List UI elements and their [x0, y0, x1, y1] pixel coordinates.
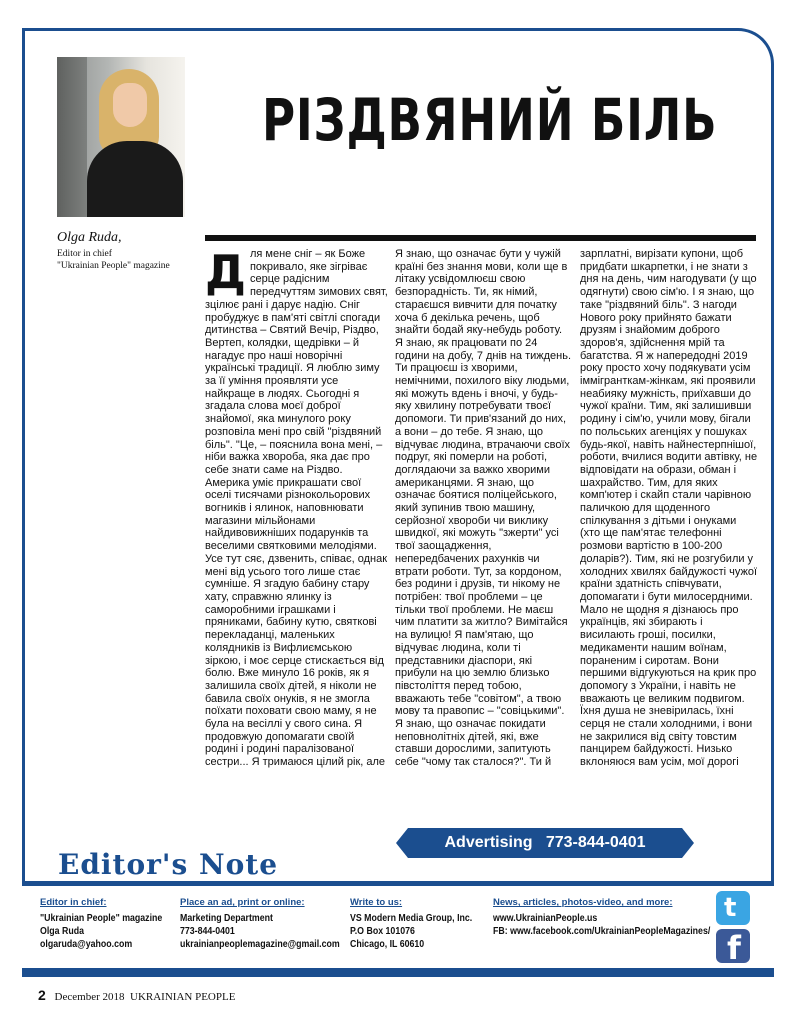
author-name: Olga Ruda,: [57, 230, 122, 245]
footer-write-city: Chicago, IL 60610: [350, 939, 425, 950]
footer-news-facebook[interactable]: FB: www.facebook.com/UkrainianPeopleMagazines/: [493, 926, 711, 937]
facebook-icon[interactable]: f: [716, 929, 750, 963]
article-text-1: ля мене сніг – як Боже покривало, яке зігріває серце радісним передчуттям зимових свят, зцілює рані і дарує надію. Сніг пробуджує в пам'яті світлі спогади дитинства – Святий Вечір, Різдво, Вертеп, колядки, щедрівки – й нагадує про наші новорічні українські традиції. Я люблю зиму за її уміння проявляти усе найкраще в людях. Сьогодні я згадала слова моєї доброї знайомої, яка минулого року розповіла мені про свій "різдвяний біль". "Це, – пояснила вона мені, – ніби важка хвороба, яка дає про себе знати саме на Різдво. Америка уміє прикрашати свої оселі тисячами різнокольорових вогників і ялинок, наповнювати магазини мільйонами найдивовижніших подарунків та веселими святковими мелодіями. Усе тут сяє, дзвенить, співає, однак мені від усього того лише стає сумніше. Я згадую бабину стару хату, справжню ялинку із саморобними іграшками і пряниками, бабину кутю, святкові перекладанці, маленьких колядників із Вифлиємською зіркою, і моє серце стискається від болю. Вже минуло 16 років, як я залишила своїх дітей, я ніколи не бавила своїх онуків, я не змогла поїхати поховати свою маму, я не була на весіллі у свого сина. Я продовжую допомагати своїй родині і родині паралізованої сестри... Я тримаюся цілий рік, але: [205, 248, 388, 768]
twitter-icon[interactable]: t: [716, 891, 750, 925]
footer-ads-email[interactable]: ukrainianpeoplemagazine@gmail.com: [180, 939, 340, 950]
footer-news: [493, 896, 740, 938]
footer-news-website[interactable]: www.UkrainianPeople.us: [493, 913, 598, 924]
footer-news-head: News, articles, photos-video, and more:: [493, 897, 673, 908]
page-footer: [38, 987, 235, 1003]
footer-write-box: P.O Box 101076: [350, 926, 415, 937]
article-text-3: зарплатні, вирізати купони, щоб придбати шкарпетки, і не знати з дня на день, чим нагодувати (у що одягнути) свою сім'ю. І я знаю, що таке "різдвяний біль". З нагоди Нового року прийнято бажати друзям і знайомим доброго здоров'я, здійснення мрій та багатства. Я ж напередодні 2019 року просто хочу подякувати усім іммігранткам-жінкам, які проявили неабияку мужність, приїхавши до чужої країни. Тим, які залишивши родину і сім'ю, учили мову, бігали по польських агенціях у пошуках будь-якої, навіть найнестерпнішої, роботи, вчилися водити автівку, не відповідати на образи, обман і шахрайство. Тим, для яких комп'ютер і скайп стали чарівною паличкою для щоденного спілкування з дітьми і онуками (хто ще пам'ятає телефонні розмови вартістю в 100-200 доларів?). Тим, які не розгубили у холодних хвилях байдужості чужої країни здатність співчувати, допомагати і бути милосердними. Мало не щодня я дізнаюсь про українців, які збирають і висилають гроші, посилки, медикаменти нашим воїнам, пораненим і сиротам. Вони першими відгукуються на крик про допомогу з України, і навіть не вважають це великим подвигом. Їхня душа не зневірилась, їхні серця не стали холодними, і вони не закрилися від світу товстим панцирем байдужості. Низько вклоняюся вам усім, мої дорогі: [580, 248, 758, 768]
advertising-phone: 773-844-0401: [545, 834, 646, 851]
footer-write-company: VS Modern Media Group, Inc.: [350, 913, 473, 924]
bottom-bar: [22, 968, 774, 977]
article-column-2: [395, 248, 573, 768]
article-column-1: [205, 248, 389, 768]
footer-editor-head: Editor in chief:: [40, 897, 107, 908]
frame-divider: [22, 881, 774, 886]
author-photo: [57, 57, 185, 217]
author-role: Editor in chief: [57, 249, 112, 259]
title-rule: [205, 235, 756, 241]
editors-note-heading: Editor's Note: [58, 848, 279, 881]
footer-editor-name: Olga Ruda: [40, 926, 85, 937]
footer-editor: [40, 896, 179, 951]
article-title: РІЗДВЯНИЙ БІЛЬ: [262, 86, 718, 154]
author-caption: [57, 248, 197, 272]
footer-write: [350, 896, 489, 951]
footer-ads-head: Place an ad, print or online:: [180, 897, 305, 908]
magazine-name: UKRAINIAN PEOPLE: [130, 991, 236, 1003]
advertising-label: Advertising: [444, 834, 533, 851]
footer-editor-magazine: "Ukrainian People" magazine: [40, 913, 163, 924]
footer-editor-email[interactable]: olgaruda@yahoo.com: [40, 939, 133, 950]
advertising-banner[interactable]: [408, 828, 682, 858]
footer-write-head: Write to us:: [350, 897, 403, 908]
author-magazine: "Ukrainian People" magazine: [57, 261, 170, 271]
page-number: 2: [38, 987, 46, 1003]
drop-cap: Д: [205, 248, 246, 299]
footer-ads: [180, 896, 361, 951]
issue-date: December 2018: [54, 991, 125, 1003]
article-text-2: Я знаю, що означає бути у чужій країні без знання мови, коли ще в літаку усвідомлюєш свою безпорадність. Ти, як німий, стараєшся вивчити для початку хоча б декілька речень, щоб знайти бодай яку-небудь роботу. Я знаю, як працювати по 24 години на добу, 7 днів на тиждень. Ти працюєш із хворими, немічними, похилого віку людьми, які можуть вдень і вночі, у будь-яку хвилину потребувати твоєї допомоги. Ти прив'язаний до них, а вони – до тебе. Я знаю, що відчуває людина, втрачаючи своїх подруг, які померли на роботі, доглядаючи за важко хворими американцями. Я знаю, що означає боятися поліцейського, який зупинив твою машину, серйозної хвороби чи виклику швидкої, які можуть "зжерти" усі твої заощадження, непередбачених рахунків чи втрати роботи. Тут, за кордоном, без родини і друзів, ти нікому не потрібен: твої проблеми – це тільки твої проблеми. Не маєш чим платити за житло? Вимітайся на вулицю! Я пам'ятаю, що відчуває людина, коли ті представники діаспори, які прибули на цю землю близько півстоліття перед тобою, вважають тебе "совітом", а твою мову та правопис – "совіцькими". Я знаю, що означає покидати неповнолітніх дітей, які, вже ставши дорослими, запитують себе "чому так сталося?". Ти й: [395, 248, 572, 768]
footer-ads-phone: 773-844-0401: [180, 926, 235, 937]
footer-ads-dept: Marketing Department: [180, 913, 273, 924]
article-column-3: [580, 248, 758, 768]
